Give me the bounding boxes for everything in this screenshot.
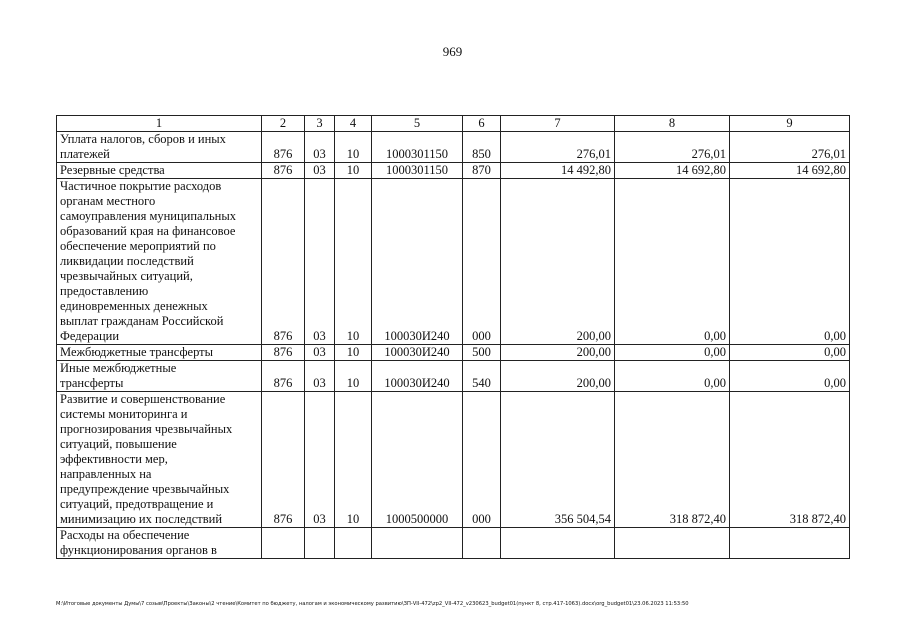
expense-type-cell: 000 xyxy=(463,392,501,528)
amount-cell: 200,00 xyxy=(501,345,615,361)
amount-cell: 14 692,80 xyxy=(730,163,850,179)
expense-type-cell: 000 xyxy=(463,179,501,345)
header-cell: 9 xyxy=(730,116,850,132)
target-article-cell: 100030И240 xyxy=(372,179,463,345)
code-cell: 876 xyxy=(262,179,305,345)
section-cell: 03 xyxy=(305,345,335,361)
header-cell: 6 xyxy=(463,116,501,132)
amount-cell: 276,01 xyxy=(615,132,730,163)
subsection-cell xyxy=(335,528,372,559)
table-row xyxy=(57,392,850,528)
amount-cell xyxy=(730,528,850,559)
target-article-cell: 100030И240 xyxy=(372,345,463,361)
code-cell: 876 xyxy=(262,163,305,179)
expense-type-cell xyxy=(463,528,501,559)
amount-cell: 318 872,40 xyxy=(730,392,850,528)
amount-cell: 200,00 xyxy=(501,179,615,345)
header-cell: 4 xyxy=(335,116,372,132)
expense-type-cell: 500 xyxy=(463,345,501,361)
row-name-cell: Расходы на обеспечение функционирования органов в xyxy=(57,528,262,559)
amount-cell: 0,00 xyxy=(615,179,730,345)
table-row xyxy=(57,163,850,179)
page-number: 969 xyxy=(442,44,463,59)
code-cell: 876 xyxy=(262,361,305,392)
section-cell: 03 xyxy=(305,392,335,528)
amount-cell: 0,00 xyxy=(730,345,850,361)
section-cell: 03 xyxy=(305,179,335,345)
header-cell: 2 xyxy=(262,116,305,132)
row-name-cell: Частичное покрытие расходов органам местного самоуправления муниципальных образований края на финансовое обеспечение мероприятий по ликвидации последствий чрезвычайных ситуаций, предоставлению единовременных денежных выплат гражданам Российской Федерации xyxy=(57,179,262,345)
row-name-cell: Межбюджетные трансферты xyxy=(57,345,262,361)
amount-cell: 0,00 xyxy=(730,179,850,345)
subsection-cell: 10 xyxy=(335,392,372,528)
subsection-cell: 10 xyxy=(335,345,372,361)
table-row xyxy=(57,179,850,345)
expense-type-cell: 850 xyxy=(463,132,501,163)
target-article-cell: 1000500000 xyxy=(372,392,463,528)
subsection-cell: 10 xyxy=(335,361,372,392)
row-name-cell: Резервные средства xyxy=(57,163,262,179)
subsection-cell: 10 xyxy=(335,132,372,163)
target-article-cell: 100030И240 xyxy=(372,361,463,392)
section-cell: 03 xyxy=(305,132,335,163)
code-cell: 876 xyxy=(262,132,305,163)
code-cell: 876 xyxy=(262,345,305,361)
document-path-footer: М:\Итоговые документы Думы\7 созыв\Проекты\Законы\2 чтение\Комитет по бюджету, налогам и экономическому развитию\ЗП-VII-472\zp2_VII-472_v230623_budget01(пункт 8, стр.417-1063).docx\org_budget01\23.06.2023 11:53:50 xyxy=(56,601,689,607)
row-name-cell: Иные межбюджетные трансферты xyxy=(57,361,262,392)
amount-cell: 356 504,54 xyxy=(501,392,615,528)
table-row xyxy=(57,528,850,559)
target-article-cell: 1000301150 xyxy=(372,132,463,163)
header-row xyxy=(57,116,850,132)
amount-cell xyxy=(501,528,615,559)
section-cell xyxy=(305,528,335,559)
header-cell: 7 xyxy=(501,116,615,132)
row-name-cell: Уплата налогов, сборов и иных платежей xyxy=(57,132,262,163)
amount-cell: 200,00 xyxy=(501,361,615,392)
subsection-cell: 10 xyxy=(335,163,372,179)
table-row xyxy=(57,345,850,361)
header-cell: 1 xyxy=(57,116,262,132)
amount-cell: 318 872,40 xyxy=(615,392,730,528)
amount-cell: 0,00 xyxy=(615,361,730,392)
section-cell: 03 xyxy=(305,163,335,179)
budget-table xyxy=(56,115,850,559)
target-article-cell xyxy=(372,528,463,559)
expense-type-cell: 540 xyxy=(463,361,501,392)
subsection-cell: 10 xyxy=(335,179,372,345)
section-cell: 03 xyxy=(305,361,335,392)
amount-cell xyxy=(615,528,730,559)
row-name-cell: Развитие и совершенствование системы мониторинга и прогнозирования чрезвычайных ситуаций, повышение эффективности мер, направленных на предупреждение чрезвычайных ситуаций, предотвращение и минимизацию их последствий xyxy=(57,392,262,528)
table-row xyxy=(57,361,850,392)
amount-cell: 0,00 xyxy=(730,361,850,392)
amount-cell: 276,01 xyxy=(730,132,850,163)
expense-type-cell: 870 xyxy=(463,163,501,179)
amount-cell: 276,01 xyxy=(501,132,615,163)
amount-cell: 14 492,80 xyxy=(501,163,615,179)
code-cell: 876 xyxy=(262,392,305,528)
code-cell xyxy=(262,528,305,559)
header-cell: 5 xyxy=(372,116,463,132)
table-row xyxy=(57,132,850,163)
amount-cell: 0,00 xyxy=(615,345,730,361)
amount-cell: 14 692,80 xyxy=(615,163,730,179)
header-cell: 3 xyxy=(305,116,335,132)
header-cell: 8 xyxy=(615,116,730,132)
target-article-cell: 1000301150 xyxy=(372,163,463,179)
